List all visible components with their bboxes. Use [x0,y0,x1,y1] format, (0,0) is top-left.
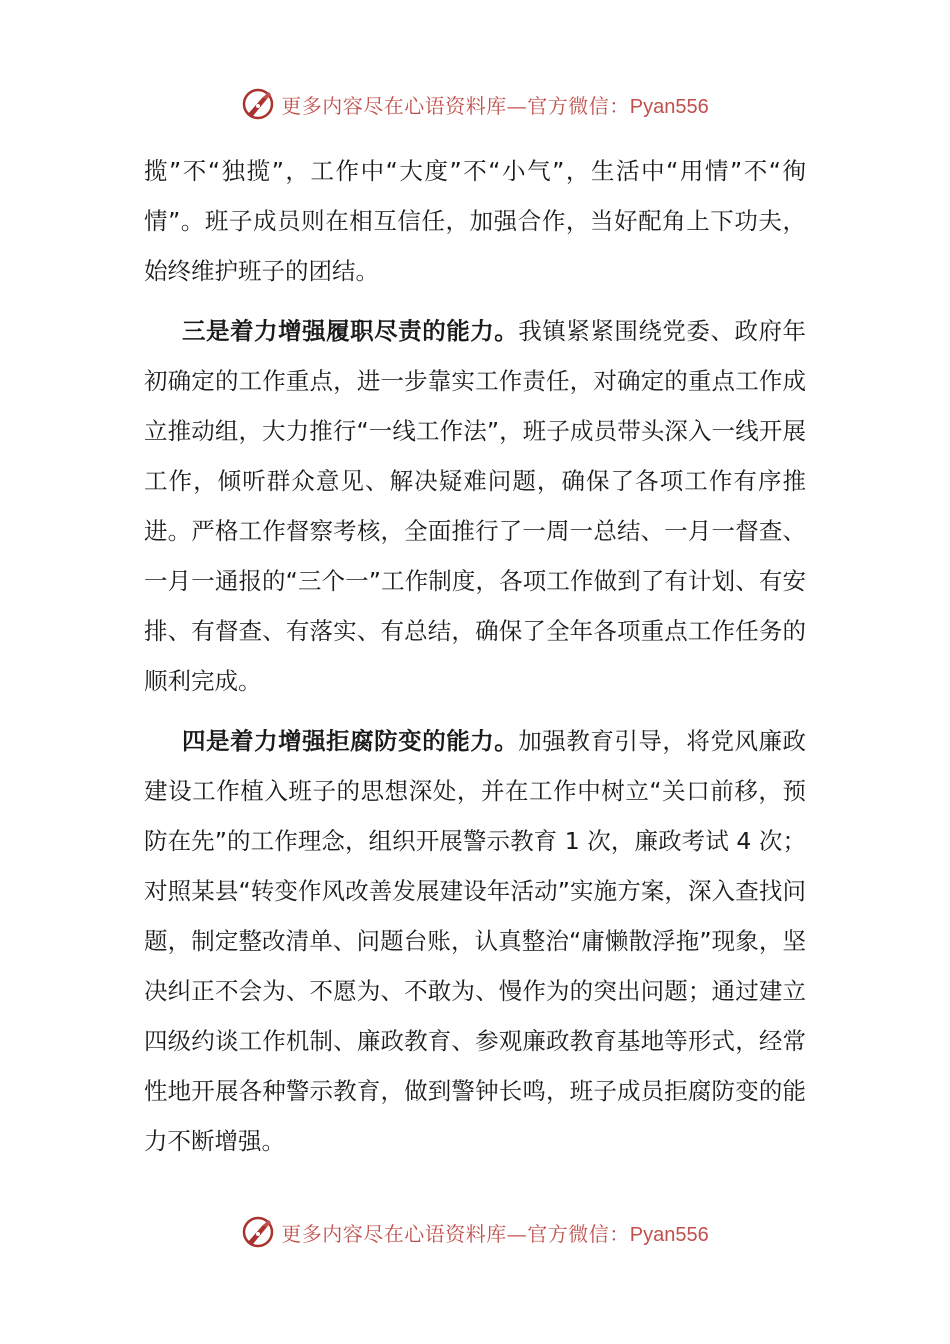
paragraph-1-text: 揽”不“独揽”，工作中“大度”不“小气”，生活中“用情”不“徇情”。班子成员则在相互信任，加强合作，当好配角上下功夫，始终维护班子的团结。 [144,157,806,285]
paragraph-1 [144,146,806,296]
header-banner [0,82,950,126]
footer-banner-label: 更多内容尽在心语资料库—官方微信： [281,1221,630,1246]
header-banner-label: 更多内容尽在心语资料库—官方微信： [281,93,630,118]
paragraph-3 [144,716,806,1166]
footer-banner [0,1210,950,1254]
document-body [144,146,806,1166]
pen-nib-logo-icon [241,87,275,121]
pen-nib-logo-icon [241,1215,275,1249]
paragraph-2-lead: 三是着力增强履职尽责的能力。 [182,317,519,345]
header-banner-text [281,90,708,119]
paragraph-3-text: 加强教育引导，将党风廉政建设工作植入班子的思想深处，并在工作中树立“关口前移，预防在先”的工作理念，组织开展警示教育 1 次，廉政考试 4 次；对照某县“转变作风改善发展建设年活动”实施方案，深入查找问题，制定整改清单、问题台账，认真整治“庸懒散浮拖”现象，坚决纠正不会为、不愿为、不敢为、慢作为的突出问题；通过建立四级约谈工作机制、廉政教育、参观廉政教育基地等形式，经常性地开展各种警示教育，做到警钟长鸣，班子成员拒腐防变的能力不断增强。 [144,727,807,1155]
paragraph-2 [144,306,806,706]
header-banner-brand: Pyan556 [629,95,709,118]
footer-banner-brand: Pyan556 [629,1223,709,1246]
footer-banner-text [281,1218,708,1247]
paragraph-3-lead: 四是着力增强拒腐防变的能力。 [182,727,519,755]
paragraph-2-text: 我镇紧紧围绕党委、政府年初确定的工作重点，进一步靠实工作责任，对确定的重点工作成立推动组，大力推行“一线工作法”，班子成员带头深入一线开展工作，倾听群众意见、解决疑难问题，确保了各项工作有序推进。严格工作督察考核，全面推行了一周一总结、一月一督查、一月一通报的“三个一”工作制度，各项工作做到了有计划、有安排、有督查、有落实、有总结，确保了全年各项重点工作任务的顺利完成。 [144,317,807,695]
